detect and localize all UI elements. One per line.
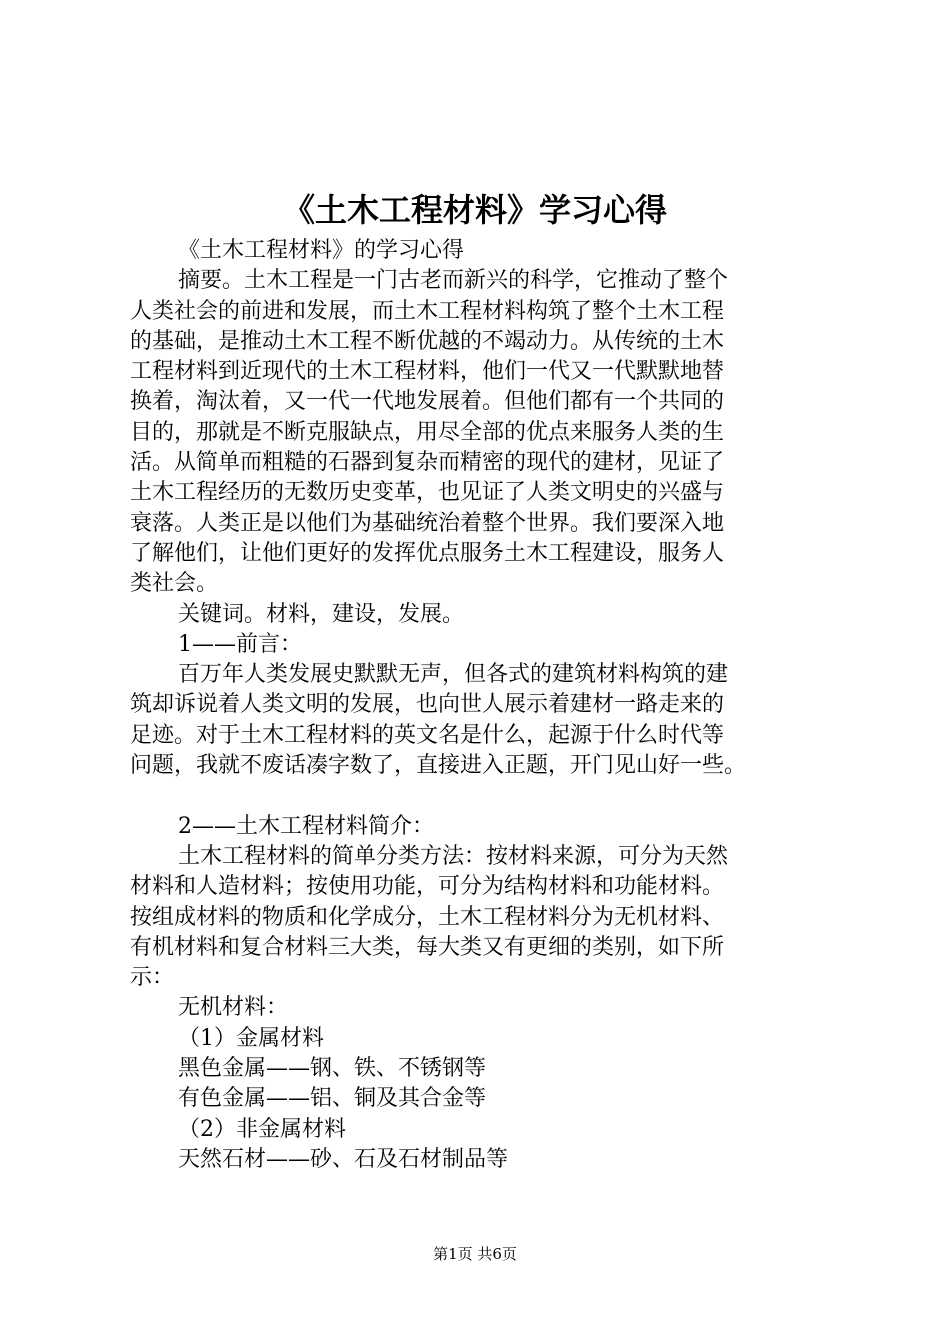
list-item: 有色金属——铝、铜及其合金等 xyxy=(178,1086,487,1112)
keywords-line: 关键词。材料，建设，发展。 xyxy=(178,601,465,627)
section-heading: 1——前言： xyxy=(178,631,302,657)
paragraph-line: 土木工程材料的简单分类方法：按材料来源，可分为天然 xyxy=(178,843,729,869)
paragraph-line: 筑却诉说着人类文明的发展，也向世人展示着建材一路走来的 xyxy=(130,692,725,718)
paragraph-line: 按组成材料的物质和化学成分，土木工程材料分为无机材料、 xyxy=(130,904,725,930)
paragraph-line: 有机材料和复合材料三大类，每大类又有更细的类别，如下所 xyxy=(130,934,725,960)
abstract-line: 目的，那就是不断克服缺点，用尽全部的优点来服务人类的生 xyxy=(130,419,725,445)
abstract-line: 衰落。人类正是以他们为基础统治着整个世界。我们要深入地 xyxy=(130,510,725,536)
abstract-line: 活。从简单而粗糙的石器到复杂而精密的现代的建材，见证了 xyxy=(130,450,725,476)
list-subheading: （2）非金属材料 xyxy=(178,1116,346,1142)
abstract-line: 人类社会的前进和发展，而土木工程材料构筑了整个土木工程 xyxy=(130,298,725,324)
paragraph-line: 材料和人造材料；按使用功能，可分为结构材料和功能材料。 xyxy=(130,874,725,900)
document-title: 《土木工程材料》学习心得 xyxy=(282,191,667,229)
list-subheading: （1）金属材料 xyxy=(178,1025,324,1051)
abstract-line: 类社会。 xyxy=(130,571,219,597)
list-item: 天然石材——砂、石及石材制品等 xyxy=(178,1146,509,1172)
document-body xyxy=(130,236,830,1175)
subtitle-line: 《土木工程材料》的学习心得 xyxy=(178,238,465,263)
abstract-line: 换着，淘汰着，又一代一代地发展着。但他们都有一个共同的 xyxy=(130,389,725,415)
abstract-line: 工程材料到近现代的土木工程材料，他们一代又一代默默地替 xyxy=(130,359,725,385)
section-heading: 2——土木工程材料简介： xyxy=(178,813,434,839)
paragraph-line: 问题，我就不废话凑字数了，直接进入正题，开门见山好一些。 xyxy=(130,753,747,779)
abstract-line: 的基础，是推动土木工程不断优越的不竭动力。从传统的土木 xyxy=(130,328,725,354)
paragraph-line: 足迹。对于土木工程材料的英文名是什么，起源于什么时代等 xyxy=(130,722,725,748)
abstract-line: 摘要。土木工程是一门古老而新兴的科学，它推动了整个 xyxy=(178,268,729,294)
list-heading: 无机材料： xyxy=(178,995,289,1021)
paragraph-line: 百万年人类发展史默默无声，但各式的建筑材料构筑的建 xyxy=(178,662,729,688)
paragraph-line: 示： xyxy=(130,965,175,991)
abstract-line: 了解他们，让他们更好的发挥优点服务土木工程建设，服务人 xyxy=(130,540,725,566)
blank-line xyxy=(130,781,830,811)
page-number-footer: 第1页 共6页 xyxy=(433,1245,517,1263)
list-item: 黑色金属——钢、铁、不锈钢等 xyxy=(178,1056,487,1082)
abstract-line: 土木工程经历的无数历史变革，也见证了人类文明史的兴盛与 xyxy=(130,480,725,506)
